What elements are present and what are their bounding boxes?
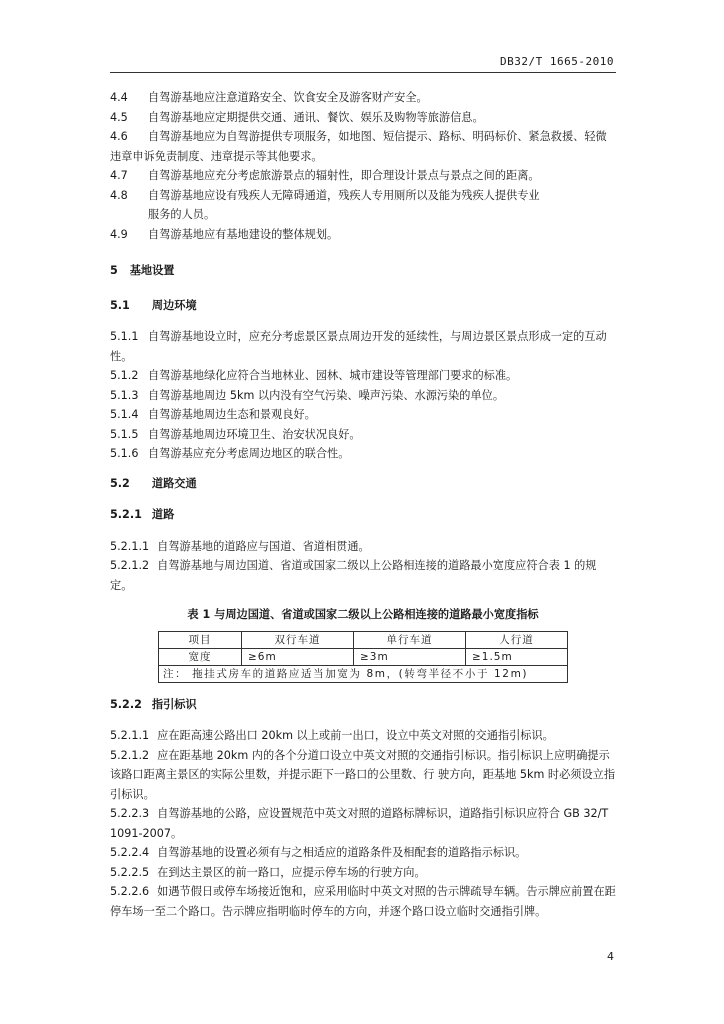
clause-text: 自驾游基地应设有残疾人无障碍通道，残疾人专用厕所以及能为残疾人提供专业 [148,188,540,202]
clause-text: 自驾游基地绿化应符合当地林业、园林、城市建设等管理部门要求的标准。 [148,369,518,382]
clause-number: 5.2.1.1 [110,729,150,742]
clause-number: 5.2.2.5 [110,865,150,879]
section-heading-5-2-2 [110,695,616,715]
table-header-cell: 单行车道 [353,631,465,648]
clause-text: 自驾游基地的设置必须有与之相适应的道路条件及相配套的道路指示标识。 [157,846,527,859]
clause-number: 5.2.1.2 [110,559,150,572]
clause-number: 5.1.1 [110,330,139,343]
table-cell: 宽度 [159,648,242,665]
table-header-cell: 人行道 [465,631,567,648]
clause-text: 自驾游基地应充分考虑旅游景点的辐射性，即合理设计景点与景点之间的距离。 [148,169,540,182]
clause-paragraph [110,405,616,425]
clause-text: 自驾游基地应有基地建设的整体规划。 [148,227,339,241]
section-heading-5-1 [110,296,616,316]
clause-number: 4.7 [110,169,128,182]
clause-number: 5.1.2 [110,369,139,382]
clause-paragraph [110,444,616,464]
clause-text: 自驾游基地与周边国道、省道或国家二级以上公路相连接的道路最小宽度应符合表 1 的规定。 [110,559,597,592]
table-title: 表 1 与周边国道、省道或国家二级以上公路相连接的道路最小宽度指标 [187,608,539,621]
table-header-cell: 项目 [159,631,242,648]
clause-text: 如遇节假日或停车场接近饱和，应采用临时中英文对照的告示牌疏导车辆。告示牌应前置在距停车场一至二个路口。告示牌应指明临时停车的方向，并逐个路口设立临时交通指引牌。 [110,885,616,918]
clause-text: 应在距高速公路出口 20km 以上或前一出口，设立中英文对照的交通指引标识。 [157,729,554,742]
clause-paragraph [110,327,616,366]
clause-paragraph [110,746,616,805]
width-table [158,631,568,683]
table-row [159,648,568,665]
clause-paragraph [110,843,616,863]
section-title: 周边环境 [151,298,197,312]
clause-list-5-2-2 [110,726,616,921]
clause-list-5-2-1 [110,537,616,596]
clause-paragraph [110,804,616,843]
clause-number: 5.2.2.4 [110,846,150,859]
clause-number: 4.6 [110,130,128,143]
section-heading-5 [110,261,616,281]
clause-text: 应在距基地 20km 内的各个分道口设立中英文对照的交通指引标识。指引标识上应明确提示该路口距离主景区的实际公里数，并提示距下一路口的公里数、行 驶方向，距基地 5km 时必须设立指引标识。 [110,748,616,801]
standard-code: DB32/T 1665-2010 [500,55,614,68]
clause-text: 自驾游基地的公路，应设置规范中英文对照的道路标牌标识，道路指引标识应符合 GB 32/T 1091-2007。 [110,807,609,840]
clause-number: 5.1.4 [110,408,139,421]
clause-paragraph [110,386,616,406]
clause-paragraph [110,726,616,746]
table-note: 注： 拖挂式房车的道路应适当加宽为 8m，(转弯半径不小于 12m) [159,665,568,682]
clause-text: 自驾游基地周边生态和景观良好。 [148,408,316,421]
clause-paragraph [110,863,616,883]
table-cell: ≥1.5m [465,648,567,665]
clause-paragraph [110,166,616,186]
clause-paragraph [110,537,616,557]
clause-paragraph [110,225,616,245]
section-title: 指引标识 [151,697,197,711]
clause-paragraph [110,425,616,445]
section-title: 基地设置 [129,264,175,277]
clause-number: 5.1.6 [110,447,139,460]
table-cell: ≥6m [242,648,354,665]
clause-text: 自驾游基应充分考虑周边地区的联合性。 [148,447,350,460]
clause-paragraph [110,88,616,108]
table-note-row [159,665,568,682]
clause-text: 自驾游基地设立时，应充分考虑景区景点周边开发的延续性，与周边景区景点形成一定的互动性。 [110,330,607,363]
clause-paragraph [110,556,616,595]
section-number: 5.2 [110,476,130,490]
clause-text: 自驾游基地应为自驾游提供专项服务，如地图、短信提示、路标、明码标价、紧急救援、轻微违章申诉免责制度、违章提示等其他要求。 [110,130,607,163]
page-number: 4 [607,950,614,963]
table-cell: ≥3m [353,648,465,665]
clause-text: 在到达主景区的前一路口，应提示停车场的行驶方向。 [157,865,426,879]
clause-paragraph [110,108,616,128]
clause-continuation: 服务的人员。 [148,208,216,221]
clause-paragraph [110,186,616,206]
section-title: 道路交通 [151,476,197,490]
clause-text: 自驾游基地周边环境卫生、治安状况良好。 [148,427,361,441]
clause-paragraph [110,882,616,921]
clause-number: 5.2.2.6 [110,885,150,898]
section-number: 5.2.1 [110,508,142,521]
clause-number: 5.2.2.3 [110,807,150,820]
clause-text: 自驾游基地应注意道路安全、饮食安全及游客财产安全。 [148,91,428,104]
clause-paragraph [110,127,616,166]
section-heading-5-2-1 [110,505,616,525]
table-header-row [159,631,568,648]
clause-number: 5.1.3 [110,388,139,402]
clause-text: 自驾游基地的道路应与国道、省道相贯通。 [157,539,370,553]
clause-list-4 [110,88,616,244]
clause-number: 5.2.1.2 [110,748,150,762]
clause-paragraph [110,366,616,386]
clause-number: 4.5 [110,110,128,124]
clause-list-5-1 [110,327,616,464]
section-number: 5.1 [110,298,130,312]
clause-number: 5.1.5 [110,427,139,441]
table-header-cell: 双行车道 [242,631,354,648]
header-rule [110,72,616,73]
section-number: 5.2.2 [110,697,142,711]
clause-number: 5.2.1.1 [110,539,150,553]
section-title: 道路 [151,508,175,521]
clause-number: 4.4 [110,91,128,104]
clause-number: 4.8 [110,188,128,202]
section-heading-5-2 [110,474,616,494]
section-number: 5 [110,264,118,277]
page-body [110,88,616,921]
clause-text: 自驾游基地应定期提供交通、通讯、餐饮、娱乐及购物等旅游信息。 [148,110,484,124]
clause-text: 自驾游基地周边 5km 以内没有空气污染、噪声污染、水源污染的单位。 [148,388,505,402]
clause-number: 4.9 [110,227,128,241]
